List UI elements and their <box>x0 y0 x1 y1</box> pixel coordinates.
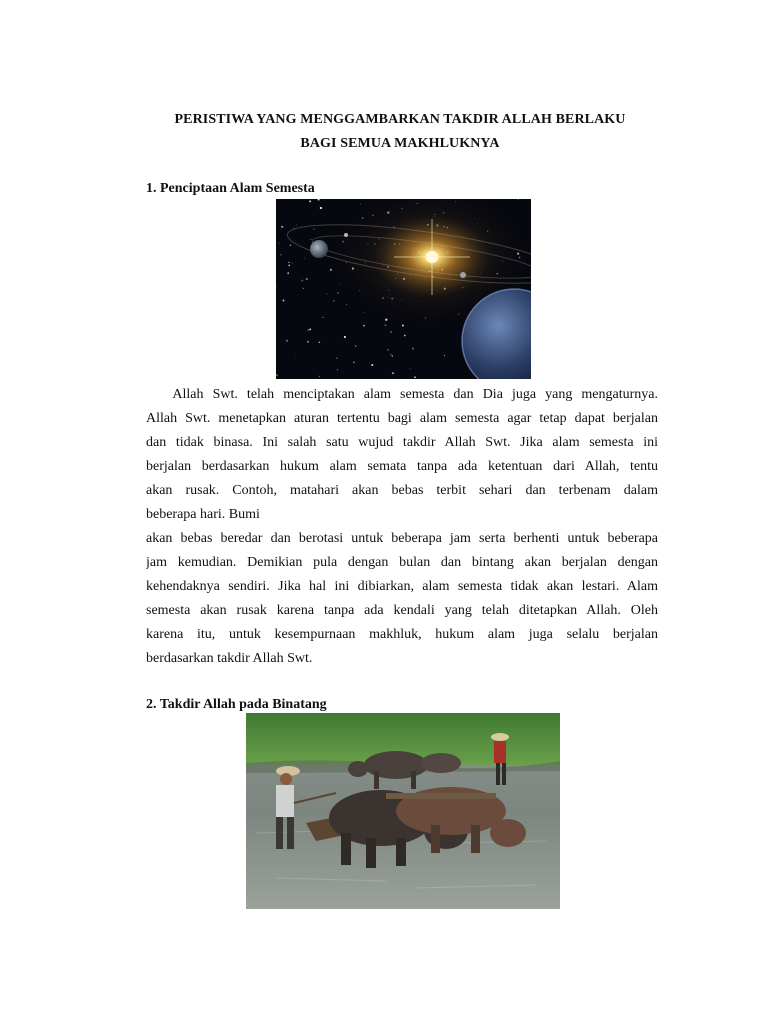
buffalo-plowing-illustration <box>246 713 560 909</box>
planet-small-left <box>310 240 328 258</box>
paragraph-line: akan bebas beredar dan berotasi untuk beberapa jam serta berhenti untuk beberapa <box>146 531 658 546</box>
paragraph-line: kehendaknya sendiri. Jika hal ini dibiarkan, alam semesta tidak akan lestari. Alam <box>146 579 658 594</box>
title-line-1: PERISTIWA YANG MENGGAMBARKAN TAKDIR ALLAH BERLAKU <box>174 112 626 127</box>
title-line-2: BAGI SEMUA MAKHLUKNYA <box>300 136 500 151</box>
paragraph-line: berdasarkan takdir Allah Swt. <box>146 651 313 666</box>
paragraph-line: semesta akan rusak karena tanpa ada kendali yang telah ditetapkan Allah. Oleh <box>146 603 658 618</box>
section-heading-penciptaan: 1. Penciptaan Alam Semesta <box>146 181 315 196</box>
paragraph-line: karena itu, untuk kesempurnaan makhluk, hukum alam juga selalu berjalan <box>146 627 658 642</box>
paragraph-line: jam kemudian. Demikian pula dengan bulan dan bintang akan berjalan dengan <box>146 555 658 570</box>
solar-system-image <box>276 199 531 379</box>
paragraph-line: Allah Swt. telah menciptakan alam semesta dan Dia juga yang mengaturnya. <box>146 387 658 402</box>
buffalo-plowing-image <box>246 713 560 909</box>
solar-system-illustration <box>276 199 531 379</box>
document-title <box>140 108 660 156</box>
paragraph-line: berjalan berdasarkan hukum alam semata tanpa ada ketentuan dari Allah, tentu <box>146 459 658 474</box>
paragraph-line: dan tidak binasa. Ini salah satu wujud takdir Allah Swt. Jika alam semesta ini <box>146 435 658 450</box>
paragraph-line: Allah Swt. menetapkan aturan tertentu bagi alam semesta agar tetap dapat berjalan <box>146 411 658 426</box>
paragraph-line: akan rusak. Contoh, matahari akan bebas terbit sehari dan terbenam dalam <box>146 483 658 498</box>
section-heading-binatang: 2. Takdir Allah pada Binatang <box>146 697 327 712</box>
paragraph-line: beberapa hari. Bumi <box>146 507 260 522</box>
section1-paragraph <box>146 383 658 671</box>
